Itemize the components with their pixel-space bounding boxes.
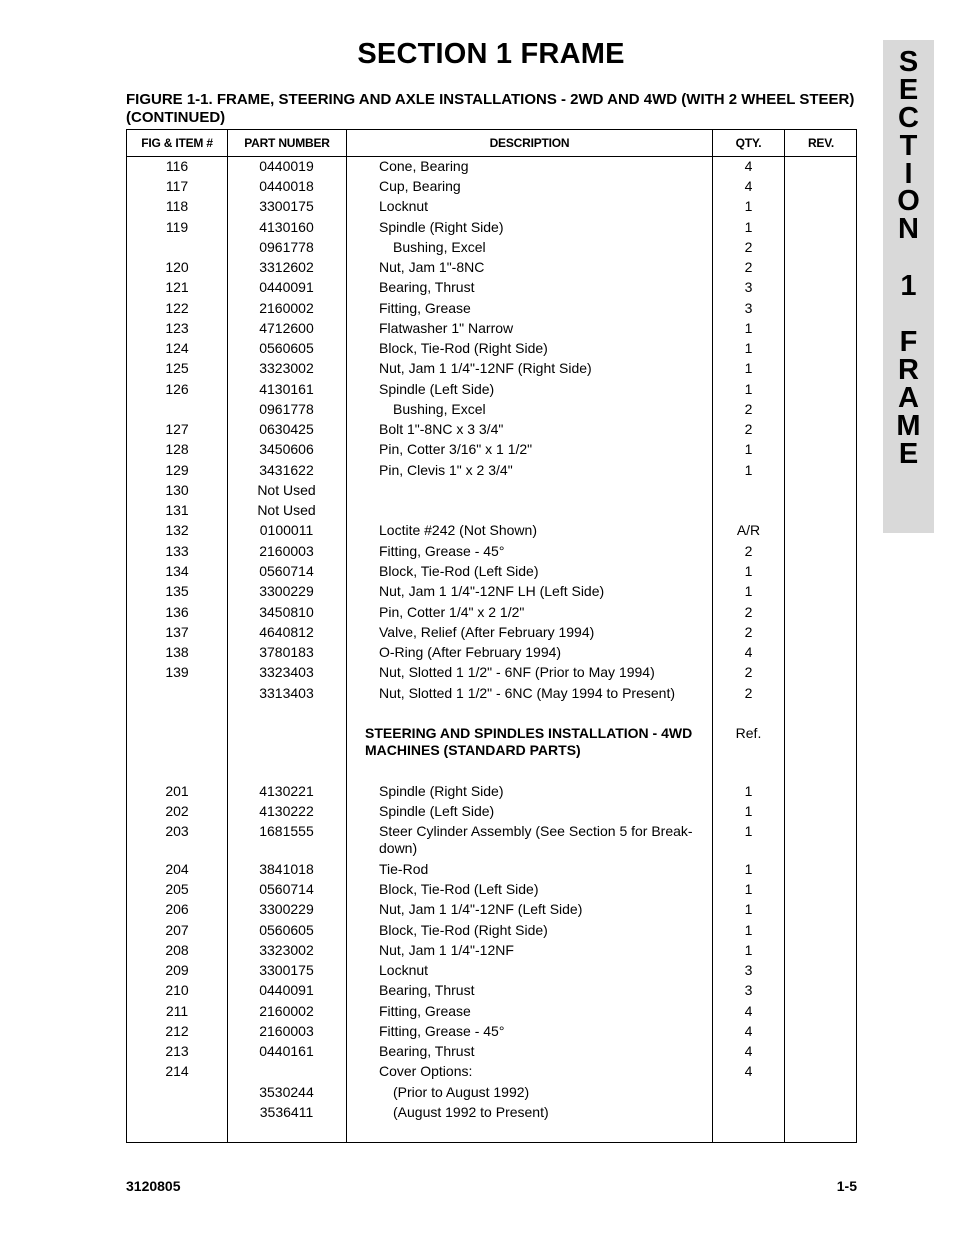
- fig-item-number: 206: [165, 901, 189, 917]
- description: Nut, Jam 1 1/4"-12NF (Left Side): [379, 901, 583, 917]
- quantity: 4: [744, 1063, 753, 1079]
- description: Bolt 1"-8NC x 3 3/4": [379, 421, 504, 437]
- description: Bushing, Excel: [393, 401, 486, 417]
- figure-title: FIGURE 1-1. FRAME, STEERING AND AXLE INSTALLATIONS - 2WD AND 4WD (WITH 2 WHEEL STEER) (CONTINUED): [126, 91, 855, 126]
- quantity: 3: [744, 982, 753, 998]
- quantity: 4: [744, 644, 753, 660]
- part-number: 0560605: [259, 340, 314, 356]
- fig-item-number: 205: [165, 881, 189, 897]
- quantity: 1: [744, 823, 753, 839]
- description: (Prior to August 1992): [393, 1084, 530, 1100]
- quantity: 1: [744, 942, 753, 958]
- fig-item-number: 210: [165, 982, 189, 998]
- description: Block, Tie-Rod (Left Side): [379, 563, 539, 579]
- quantity: 1: [744, 583, 753, 599]
- part-number: 3841018: [259, 861, 314, 877]
- header-description: DESCRIPTION: [489, 136, 570, 150]
- fig-item-number: 133: [165, 543, 189, 559]
- quantity: 1: [744, 441, 753, 457]
- fig-item-number: 124: [165, 340, 189, 356]
- quantity: 2: [744, 685, 753, 701]
- part-number: 3450606: [259, 441, 314, 457]
- description: Pin, Cotter 1/4" x 2 1/2": [379, 604, 525, 620]
- fig-item-number: 132: [165, 522, 189, 538]
- side-tab-letter: T: [899, 130, 918, 162]
- description: Bearing, Thrust: [379, 279, 475, 295]
- quantity: 1: [744, 381, 753, 397]
- description: Spindle (Left Side): [379, 381, 495, 397]
- quantity: 1: [744, 861, 753, 877]
- description: (August 1992 to Present): [393, 1104, 549, 1120]
- fig-item-number: 202: [165, 803, 189, 819]
- quantity: 1: [744, 320, 753, 336]
- page-title: SECTION 1 FRAME: [357, 38, 625, 70]
- description: Fitting, Grease: [379, 300, 471, 316]
- part-number: 0440019: [259, 158, 314, 174]
- description: Fitting, Grease - 45°: [379, 543, 505, 559]
- description: Spindle (Left Side): [379, 803, 495, 819]
- part-number: 3431622: [259, 462, 314, 478]
- part-number: 3313403: [259, 685, 314, 701]
- part-number: 4130221: [259, 783, 314, 799]
- part-number: 0440018: [259, 178, 314, 194]
- part-number: 0961778: [259, 401, 314, 417]
- fig-item-number: 130: [165, 482, 189, 498]
- part-number: 2160003: [259, 543, 314, 559]
- fig-item-number: 139: [165, 664, 189, 680]
- fig-item-number: 211: [165, 1003, 189, 1019]
- description: Block, Tie-Rod (Left Side): [379, 881, 539, 897]
- description: Locknut: [379, 962, 429, 978]
- part-number: 0560714: [259, 881, 314, 897]
- description: Loctite #242 (Not Shown): [379, 522, 537, 538]
- part-number: 3780183: [259, 644, 314, 660]
- side-tab-letter: E: [898, 74, 919, 106]
- description: Nut, Slotted 1 1/2" - 6NC (May 1994 to Present): [379, 685, 675, 701]
- description: Pin, Cotter 3/16" x 1 1/2": [379, 441, 533, 457]
- quantity: 3: [744, 962, 753, 978]
- fig-item-number: 135: [165, 583, 189, 599]
- part-number: 3300175: [259, 962, 314, 978]
- quantity: 3: [744, 279, 753, 295]
- side-tab-letter: N: [898, 213, 919, 245]
- description: Cup, Bearing: [379, 178, 461, 194]
- side-tab-letter: C: [898, 102, 919, 134]
- side-tab-letter: S: [898, 46, 919, 78]
- quantity: 1: [744, 563, 753, 579]
- part-number: 4640812: [259, 624, 314, 640]
- fig-item-number: 122: [165, 300, 189, 316]
- fig-item-number: 208: [165, 942, 189, 958]
- fig-item-number: 134: [165, 563, 189, 579]
- fig-item-number: 214: [165, 1063, 189, 1079]
- fig-item-number: 117: [165, 178, 189, 194]
- quantity: 1: [744, 901, 753, 917]
- fig-item-number: 116: [165, 158, 189, 174]
- description: Fitting, Grease - 45°: [379, 1023, 505, 1039]
- quantity: 2: [744, 543, 753, 559]
- fig-item-number: 137: [165, 624, 189, 640]
- quantity: A/R: [736, 522, 761, 538]
- fig-item-number: 207: [165, 922, 189, 938]
- side-tab-letter: F: [899, 326, 918, 358]
- fig-item-number: 127: [165, 421, 189, 437]
- quantity: 4: [744, 158, 753, 174]
- fig-item-number: 123: [165, 320, 189, 336]
- part-number: 0630425: [259, 421, 314, 437]
- part-number: 3450810: [259, 604, 314, 620]
- description: Pin, Clevis 1" x 2 3/4": [379, 462, 513, 478]
- quantity: 2: [744, 259, 753, 275]
- part-number: Not Used: [257, 502, 316, 518]
- part-number: 3323002: [259, 360, 314, 376]
- quantity: 4: [744, 178, 753, 194]
- description: Bearing, Thrust: [379, 1043, 475, 1059]
- quantity: 1: [744, 198, 753, 214]
- fig-item-number: 136: [165, 604, 189, 620]
- fig-item-number: 125: [165, 360, 189, 376]
- description: Spindle (Right Side): [379, 219, 504, 235]
- part-number: 3300229: [259, 583, 314, 599]
- description: Nut, Jam 1"-8NC: [379, 259, 485, 275]
- quantity: 2: [744, 421, 753, 437]
- description: Block, Tie-Rod (Right Side): [379, 340, 548, 356]
- quantity: 1: [744, 219, 753, 235]
- part-number: 0100011: [259, 522, 314, 538]
- footer-document-number: 3120805: [126, 1178, 181, 1194]
- side-tab-letter: O: [897, 185, 920, 217]
- section-heading: STEERING AND SPINDLES INSTALLATION - 4WD MACHINES (STANDARD PARTS): [365, 725, 693, 758]
- quantity: 1: [744, 360, 753, 376]
- quantity: 2: [744, 604, 753, 620]
- fig-item-number: 204: [165, 861, 189, 877]
- quantity: 2: [744, 664, 753, 680]
- quantity: 4: [744, 1003, 753, 1019]
- part-number: 3536411: [259, 1104, 314, 1120]
- part-number: 3323002: [259, 942, 314, 958]
- header-fig-item: FIG & ITEM #: [141, 136, 213, 150]
- part-number: 3530244: [259, 1084, 314, 1100]
- fig-item-number: 119: [165, 219, 189, 235]
- description: Flatwasher 1" Narrow: [379, 320, 514, 336]
- part-number: 0961778: [259, 239, 314, 255]
- header-divider: [127, 156, 856, 157]
- fig-item-number: 129: [165, 462, 189, 478]
- side-tab-letter: E: [898, 438, 919, 470]
- fig-item-number: 201: [165, 783, 189, 799]
- part-number: 3300229: [259, 901, 314, 917]
- fig-item-number: 131: [165, 502, 189, 518]
- description: Steer Cylinder Assembly (See Section 5 for Break-down): [379, 823, 693, 856]
- header-rev: REV.: [807, 136, 835, 150]
- description: Nut, Jam 1 1/4"-12NF LH (Left Side): [379, 583, 605, 599]
- description: Valve, Relief (After February 1994): [379, 624, 595, 640]
- description: Bushing, Excel: [393, 239, 486, 255]
- quantity: 4: [744, 1023, 753, 1039]
- description: Bearing, Thrust: [379, 982, 475, 998]
- quantity: 2: [744, 401, 753, 417]
- section-side-tab: [883, 40, 934, 533]
- part-number: 2160002: [259, 300, 314, 316]
- header-part-number: PART NUMBER: [244, 136, 330, 150]
- side-tab-letter: R: [898, 354, 919, 386]
- quantity: 1: [744, 340, 753, 356]
- description: Locknut: [379, 198, 429, 214]
- quantity: 2: [744, 239, 753, 255]
- fig-item-number: 212: [165, 1023, 189, 1039]
- fig-item-number: 209: [165, 962, 189, 978]
- parts-table: [126, 129, 857, 1143]
- column-divider: [346, 130, 347, 1142]
- part-number: 2160002: [259, 1003, 314, 1019]
- part-number: 3312602: [259, 259, 314, 275]
- footer-page-number: 1-5: [836, 1178, 857, 1194]
- description: Block, Tie-Rod (Right Side): [379, 922, 548, 938]
- part-number: 4712600: [259, 320, 314, 336]
- part-number: 4130161: [259, 381, 314, 397]
- part-number: 0560714: [259, 563, 314, 579]
- side-tab-letter: 1: [900, 270, 917, 302]
- description: Fitting, Grease: [379, 1003, 471, 1019]
- column-divider: [784, 130, 785, 1142]
- quantity: 1: [744, 881, 753, 897]
- quantity: 3: [744, 300, 753, 316]
- fig-item-number: 118: [165, 198, 189, 214]
- part-number: 2160003: [259, 1023, 314, 1039]
- part-number: 4130160: [259, 219, 314, 235]
- description: Nut, Jam 1 1/4"-12NF: [379, 942, 514, 958]
- part-number: Not Used: [257, 482, 316, 498]
- part-number: 1681555: [259, 823, 314, 839]
- side-tab-letter: A: [898, 382, 919, 414]
- fig-item-number: 213: [165, 1043, 189, 1059]
- fig-item-number: 138: [165, 644, 189, 660]
- side-tab-letter: M: [896, 410, 921, 442]
- part-number: 3323403: [259, 664, 314, 680]
- quantity: Ref.: [735, 725, 762, 741]
- header-qty: QTY.: [735, 136, 762, 150]
- fig-item-number: 128: [165, 441, 189, 457]
- description: Spindle (Right Side): [379, 783, 504, 799]
- description: O-Ring (After February 1994): [379, 644, 562, 660]
- quantity: 1: [744, 783, 753, 799]
- fig-item-number: 121: [165, 279, 189, 295]
- description: Cover Options:: [379, 1063, 473, 1079]
- quantity: 2: [744, 624, 753, 640]
- part-number: 3300175: [259, 198, 314, 214]
- quantity: 1: [744, 922, 753, 938]
- quantity: 1: [744, 462, 753, 478]
- description: Tie-Rod: [379, 861, 429, 877]
- fig-item-number: 203: [165, 823, 189, 839]
- description: Cone, Bearing: [379, 158, 469, 174]
- side-tab-letter: I: [904, 158, 913, 190]
- part-number: 0440091: [259, 279, 314, 295]
- part-number: 0560605: [259, 922, 314, 938]
- description: Nut, Slotted 1 1/2" - 6NF (Prior to May 1994): [379, 664, 655, 680]
- part-number: 0440161: [259, 1043, 314, 1059]
- quantity: 4: [744, 1043, 753, 1059]
- part-number: 0440091: [259, 982, 314, 998]
- description: Nut, Jam 1 1/4"-12NF (Right Side): [379, 360, 592, 376]
- part-number: 4130222: [259, 803, 314, 819]
- fig-item-number: 120: [165, 259, 189, 275]
- fig-item-number: 126: [165, 381, 189, 397]
- quantity: 1: [744, 803, 753, 819]
